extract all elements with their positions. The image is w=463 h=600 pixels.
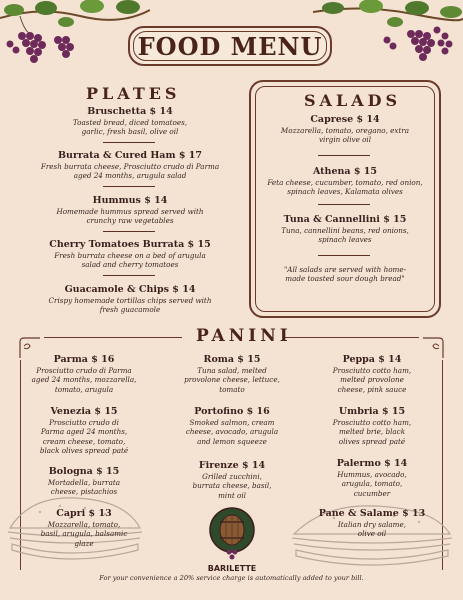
plate-item <box>20 106 240 137</box>
note-line: made toasted sour dough bread" <box>285 274 405 284</box>
divider <box>318 255 370 256</box>
item-desc-line: Prosciutto crudo di Parma <box>36 366 132 375</box>
divider <box>318 204 370 205</box>
salad-note <box>258 265 432 284</box>
panini-item <box>166 460 298 500</box>
item-desc-line: Prosciutto cotto ham, <box>332 418 412 427</box>
divider <box>318 155 370 156</box>
logo-wordmark: BARILETTE <box>207 564 257 573</box>
item-desc-line: Hummus, avocado, <box>337 470 407 479</box>
grape-vine-right-icon <box>313 0 463 80</box>
item-desc-line: Toasted bread, diced tomatoes, <box>72 118 188 127</box>
note-line: "All salads are served with home- <box>283 265 407 274</box>
item-name: Tuna & Cannellini $ 15 <box>283 214 407 225</box>
item-desc-line: Smoked salmon, cream <box>189 418 275 427</box>
item-desc-line: melted provolone <box>340 375 404 385</box>
item-name: Roma $ 15 <box>203 354 261 365</box>
item-desc-line: and lemon squeeze <box>197 436 267 446</box>
divider <box>103 275 155 276</box>
item-desc-line: Mortadella, burrata <box>47 478 121 487</box>
item-name: Cherry Tomatoes Burrata $ 15 <box>49 239 211 250</box>
item-desc-line: Fresh burrata cheese, Prosciutto crudo di Parma <box>40 162 220 171</box>
item-desc-line: olives spread paté <box>338 436 406 446</box>
item-name: Hummus $ 14 <box>92 195 168 206</box>
item-name: Umbria $ 15 <box>338 406 406 417</box>
salad-item <box>254 166 436 197</box>
divider <box>103 186 155 187</box>
item-desc-line: Grilled zucchini, <box>202 472 262 481</box>
title-banner <box>128 26 332 66</box>
item-desc-line: cheese, pink sauce <box>337 384 407 394</box>
item-desc-line: Italian dry salame, <box>337 520 407 529</box>
page-title: FOOD MENU <box>137 31 323 61</box>
item-name: Parma $ 16 <box>53 354 115 365</box>
item-name: Peppa $ 14 <box>342 354 402 365</box>
item-desc-line: mint oil <box>218 490 246 500</box>
item-desc-line: cheese, pistachios <box>50 487 118 497</box>
divider <box>103 231 155 232</box>
item-desc-line: provolone cheese, lettuce, <box>184 375 280 385</box>
item-desc-line: cheese, avocado, arugula <box>185 427 279 437</box>
item-desc-line: olive oil <box>357 529 387 539</box>
panini-item <box>312 354 432 394</box>
item-desc-line: burrata cheese, basil, <box>192 481 272 491</box>
plate-item <box>20 284 240 315</box>
item-desc-line: cream cheese, tomato, <box>42 436 126 446</box>
salad-item <box>258 214 432 245</box>
item-desc-line: tomato <box>219 384 245 394</box>
panini-item <box>20 508 148 548</box>
item-desc-line: arugula, tomato, <box>341 479 403 489</box>
item-desc-line: melted brie, black <box>338 427 406 437</box>
item-desc-line: spinach leaves, Kalamata olives <box>287 187 403 197</box>
item-desc-line: aged 24 months, mozzarella, <box>31 375 137 385</box>
salads-heading: SALADS <box>304 91 402 110</box>
plate-item <box>20 195 240 226</box>
item-name: Guacamole & Chips $ 14 <box>64 284 196 295</box>
panini-item <box>166 406 298 446</box>
panini-item <box>20 354 148 394</box>
item-desc-line: Tuna salad, melted <box>197 366 267 375</box>
item-desc-line: garlic, fresh basil, olive oil <box>81 127 179 137</box>
item-name: Caprese $ 14 <box>310 114 380 125</box>
item-desc-line: salad and cherry tomatoes <box>81 260 179 270</box>
barrel-logo-icon <box>207 500 257 566</box>
salad-item <box>258 114 432 145</box>
panini-heading: PANINI <box>196 326 292 346</box>
item-desc-line: basil, arugula, balsamic <box>40 529 128 539</box>
panini-item <box>20 406 148 456</box>
item-desc-line: Mozzarella, tomato, <box>47 520 121 529</box>
item-desc-line: cucumber <box>353 488 391 498</box>
item-desc-line: Fresh burrata cheese on a bed of arugula <box>54 251 206 260</box>
item-name: Bologna $ 15 <box>48 466 120 477</box>
barilette-logo <box>207 500 257 580</box>
item-desc-line: tomato, arugula <box>54 384 114 394</box>
panini-item <box>306 508 438 539</box>
panini-item <box>166 354 298 394</box>
item-desc-line: fresh guacamole <box>99 305 161 315</box>
panini-item <box>312 458 432 498</box>
frame-line <box>283 337 419 338</box>
item-name: Venezia $ 15 <box>50 406 118 417</box>
item-desc-line: black olives spread paté <box>39 446 129 456</box>
plate-item <box>20 239 240 270</box>
plate-item <box>20 150 240 181</box>
item-desc-line: Parma aged 24 months, <box>40 427 128 437</box>
item-desc-line: glaze <box>74 538 94 548</box>
item-desc-line: Homemade hummus spread served with <box>56 207 204 216</box>
service-charge-note: For your convenience a 20% service charge is automatically added to your bill. <box>99 574 364 582</box>
item-name: Burrata & Cured Ham $ 17 <box>58 150 202 161</box>
divider <box>103 142 155 143</box>
item-name: Portofino $ 16 <box>194 406 270 417</box>
item-desc-line: spinach leaves <box>318 235 372 245</box>
plates-heading: PLATES <box>86 84 181 103</box>
item-desc-line: crunchy raw vegetables <box>86 216 174 226</box>
item-name: Bruschetta $ 14 <box>87 106 173 117</box>
item-name: Pane & Salame $ 13 <box>318 508 426 519</box>
item-desc-line: aged 24 months, arugula salad <box>73 171 187 181</box>
item-desc-line: Feta cheese, cucumber, tomato, red onion, <box>267 178 423 187</box>
panini-item <box>312 406 432 446</box>
item-desc-line: Mozzarella, tomato, oregano, extra <box>280 126 410 135</box>
item-name: Capri $ 13 <box>56 508 112 519</box>
panini-item <box>20 466 148 497</box>
item-name: Firenze $ 14 <box>198 460 266 471</box>
item-name: Palermo $ 14 <box>336 458 408 469</box>
item-name: Athena $ 15 <box>312 166 378 177</box>
item-desc-line: virgin olive oil <box>318 135 372 145</box>
item-desc-line: Crispy homemade tortillas chips served with <box>48 296 212 305</box>
item-desc-line: Tuna, cannellini beans, red onions, <box>281 226 409 235</box>
item-desc-line: Prosciutto crudo di <box>49 418 119 427</box>
frame-line <box>44 337 182 338</box>
item-desc-line: Prosciutto cotto ham, <box>332 366 412 375</box>
